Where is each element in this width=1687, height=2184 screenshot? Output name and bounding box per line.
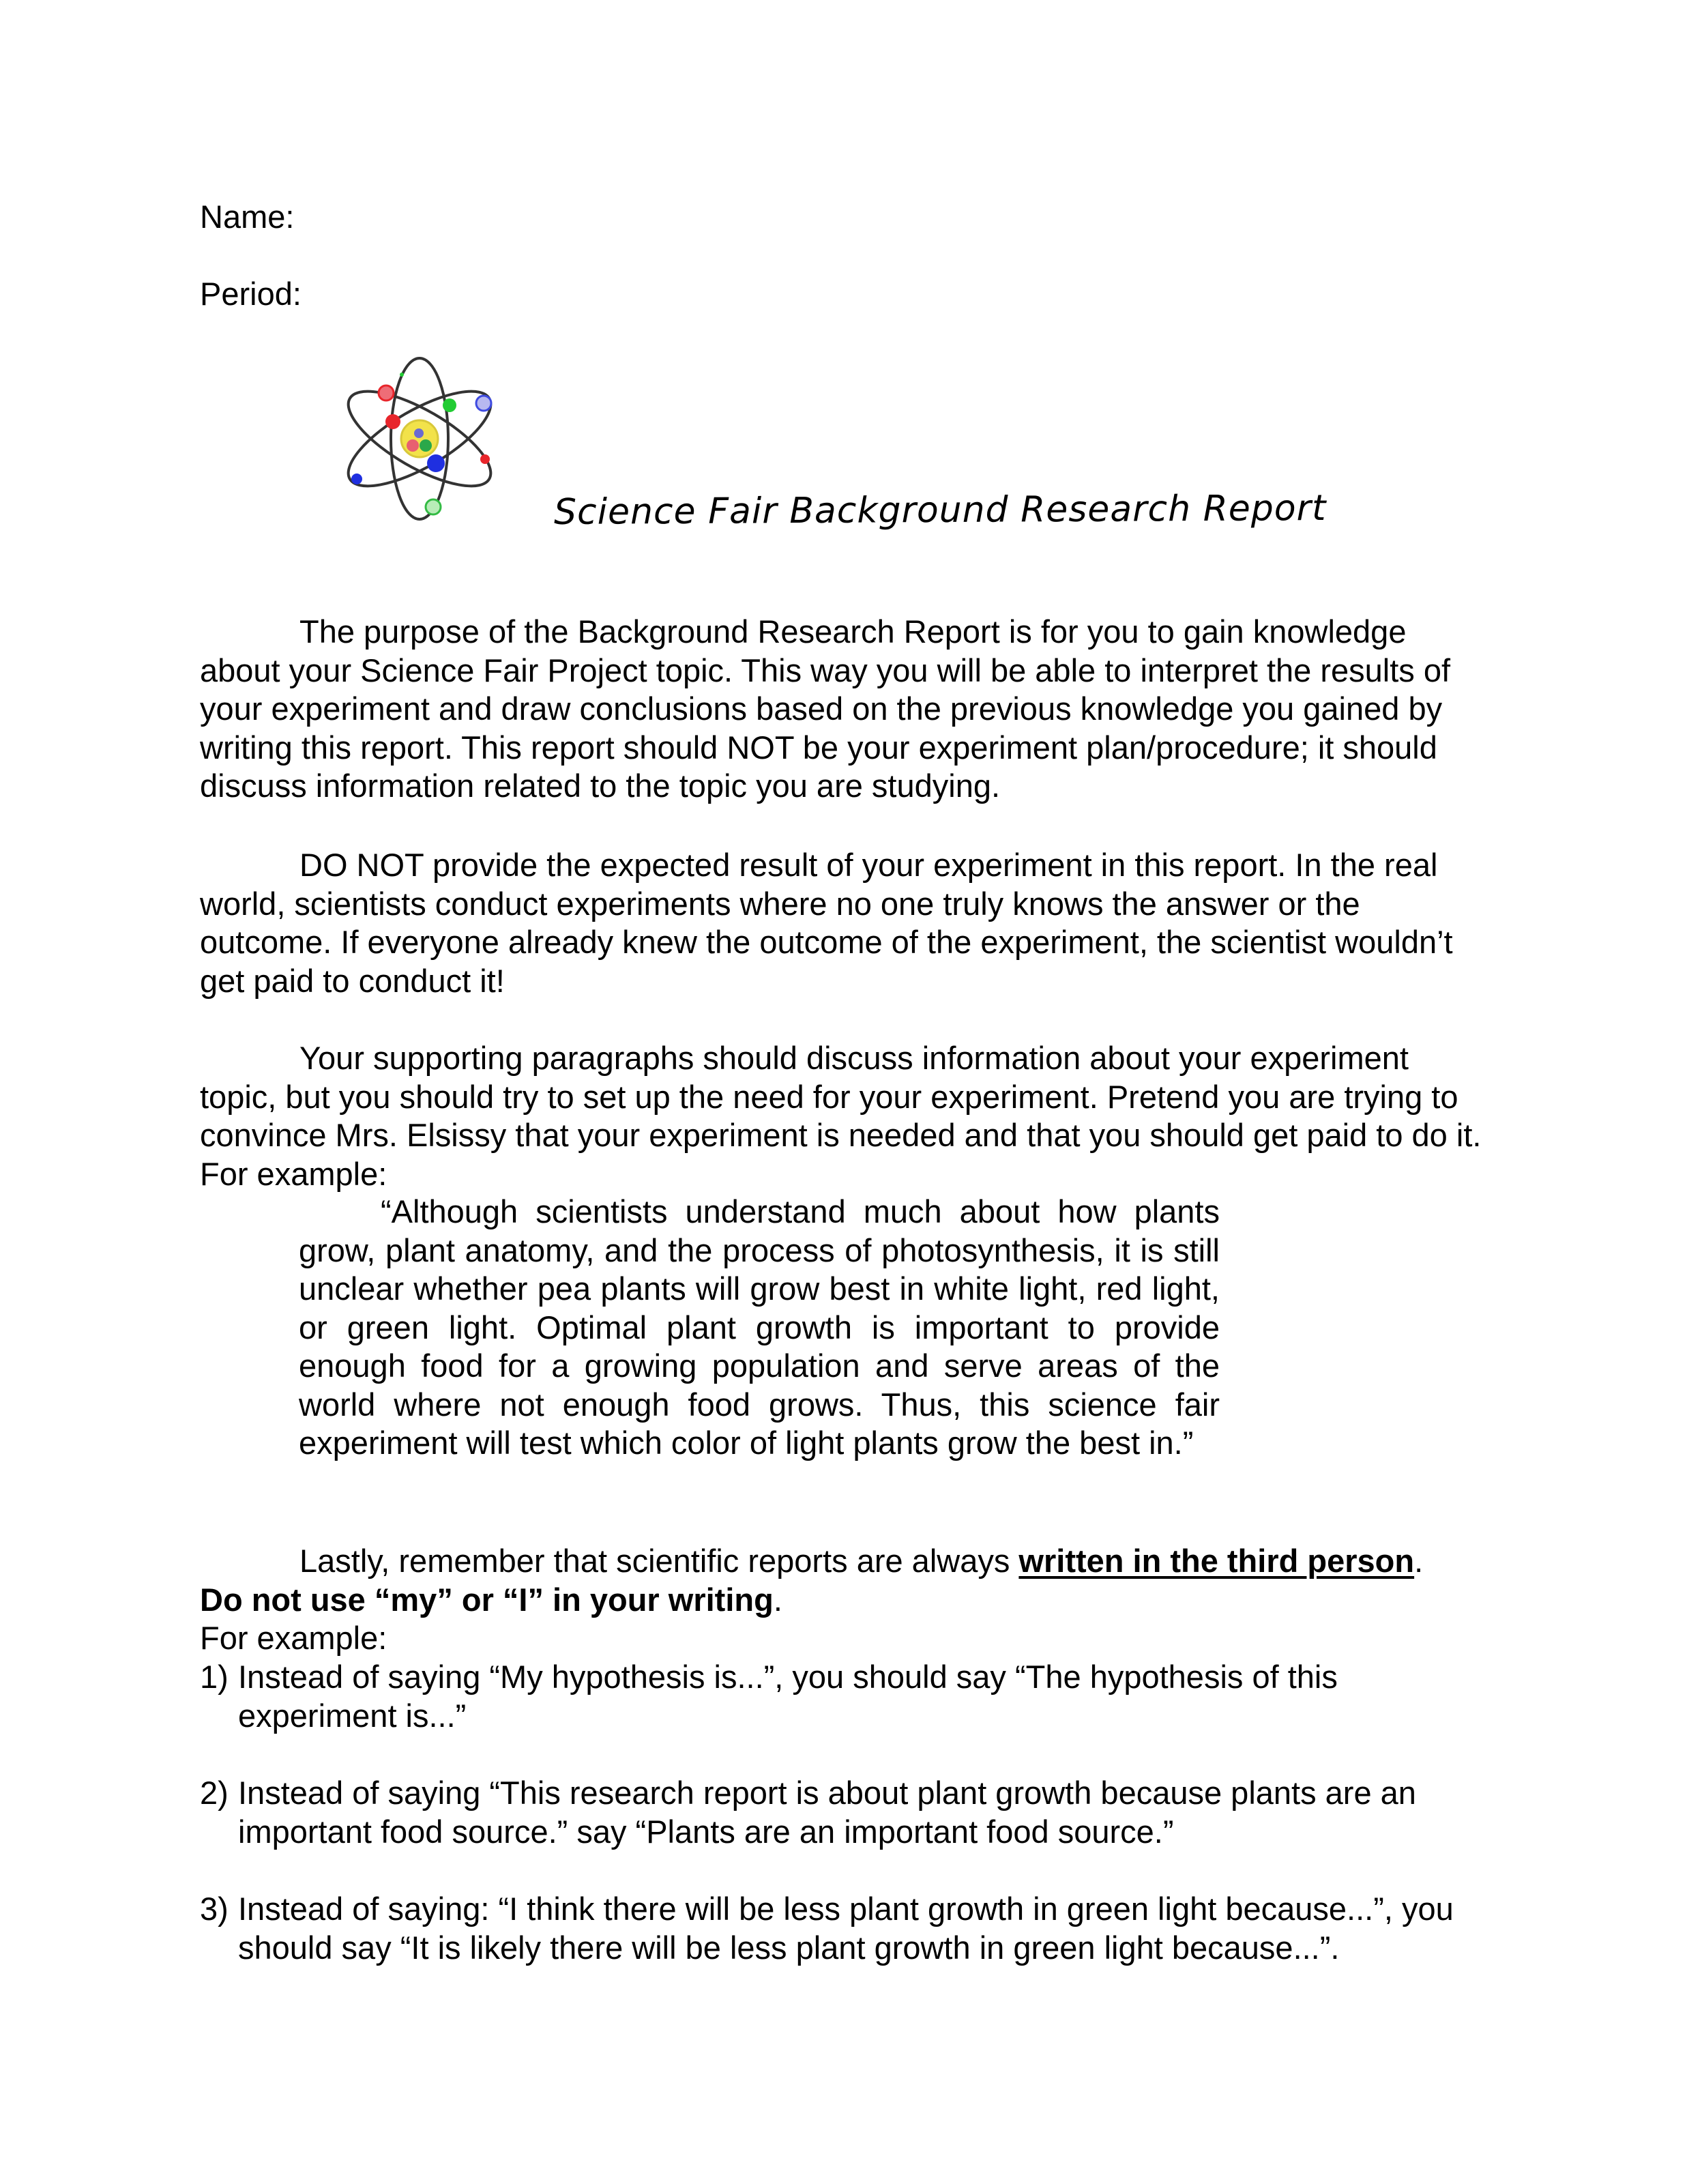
paragraph-lastly xyxy=(200,1542,1489,1658)
example-number: 2) xyxy=(200,1775,229,1811)
lastly-text: Lastly, remember that scientific reports are always xyxy=(299,1543,1019,1579)
third-person-emphasis: written in the third person xyxy=(1018,1543,1415,1579)
warning-period: . xyxy=(773,1581,782,1618)
do-not-use-warning: Do not use “my” or “I” in your writing xyxy=(200,1581,774,1618)
example-text: Instead of saying “This research report is about plant growth because plants are an important food source.” say “Plants are an important food source.” xyxy=(238,1775,1416,1850)
example-item xyxy=(200,1658,1489,1735)
paragraph-do-not: DO NOT provide the expected result of your experiment in this report. In the real world, scientists conduct experiments where no one truly knows the answer or the outcome. If everyone already knew the outcome of the experiment, the scientist wouldn’t get paid to conduct it! xyxy=(200,847,1453,999)
example-quote: “Although scientists understand much about how plants grow, plant anatomy, and the process of photosynthesis, it is still unclear whether pea plants will grow best in white light, red light, or green light. Optimal plant growth is important to provide enough food for a growing population and serve areas of the world where not enough food grows. Thus, this science fair experiment will test which color of light plants grow the best in.” xyxy=(299,1193,1220,1461)
example-number: 1) xyxy=(200,1659,229,1695)
example-item xyxy=(200,1890,1489,1967)
paragraph-purpose: The purpose of the Background Research Report is for you to gain knowledge about your Science Fair Project topic. This way you will be able to interpret the results of your experiment and draw conclusions based on the previous knowledge you gained by writing this report. This report should NOT be your experiment plan/procedure; it should discuss information related to the topic you are studying. xyxy=(200,613,1451,804)
paragraph-supporting: Your supporting paragraphs should discuss information about your experiment topic, but you should try to set up the need for your experiment. Pretend you are trying to convince Mrs. Elsissy that your experiment is needed and that you should get paid to do it. For example: xyxy=(200,1040,1482,1192)
example-text: Instead of saying: “I think there will be less plant growth in green light because...”, you should say “It is likely there will be less plant growth in green light because...”. xyxy=(238,1891,1454,1966)
page-title: Science Fair Background Research Report xyxy=(553,488,1327,533)
name-label: Name: xyxy=(200,199,295,235)
atom-icon xyxy=(341,351,508,529)
period-label: Period: xyxy=(200,276,302,312)
nucleus-icon xyxy=(401,420,438,457)
example-number: 3) xyxy=(200,1891,229,1927)
for-example-label: For example: xyxy=(200,1620,387,1656)
example-text: Instead of saying “My hypothesis is...”, you should say “The hypothesis of this experiment is...” xyxy=(238,1659,1338,1734)
lastly-period: . xyxy=(1414,1543,1424,1579)
example-item xyxy=(200,1774,1489,1851)
